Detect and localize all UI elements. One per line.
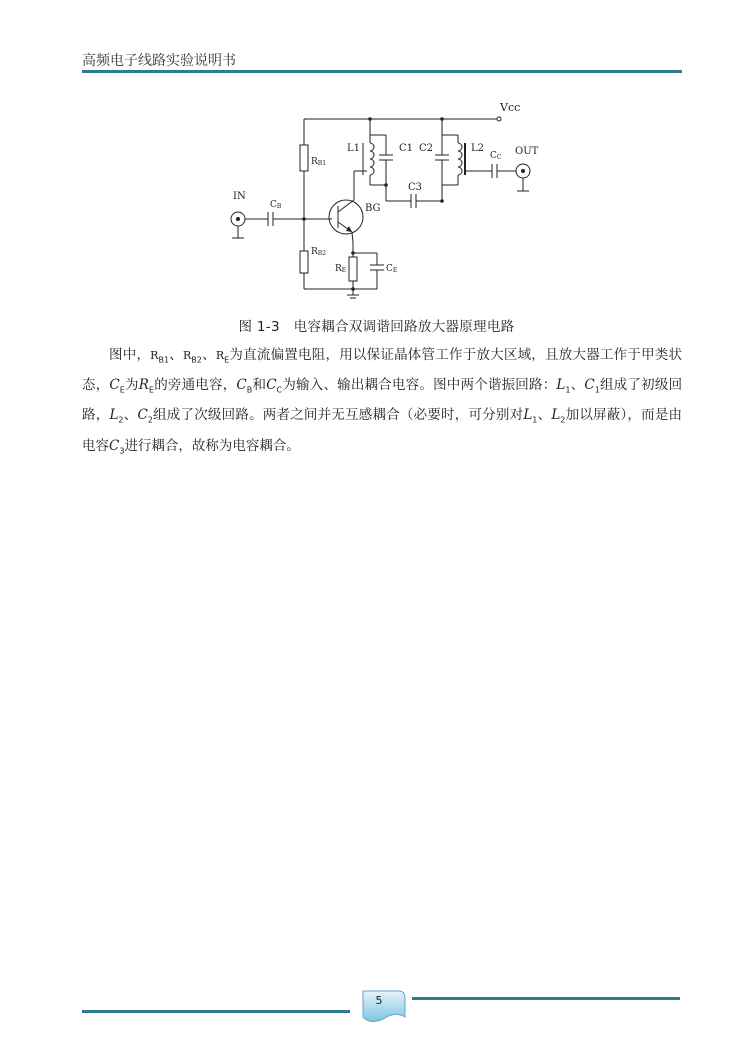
figure-caption: 图 1-3 电容耦合双调谐回路放大器原理电路 bbox=[238, 319, 515, 335]
cb-label: CB bbox=[270, 200, 282, 210]
cc-label: CC bbox=[490, 151, 502, 161]
l2-label: L2 bbox=[471, 143, 485, 154]
l1-label: L1 bbox=[347, 143, 361, 154]
header-title: 高频电子线路实验说明书 bbox=[82, 53, 236, 69]
header-divider bbox=[82, 70, 682, 73]
body-paragraph: 图中，$R_{B1}$、$R_{B2}$、$R_E$为直流偏置电阻，用以保证晶体管工作于放大区域，且放大器工作于甲类状态，$C_E$为$R_E$的旁通电容，$C_B$和$C_C$为输入、输出耦合电容。图中两个谐振回路：$L_1$、$C_1$组成了初级回路，$L_2$、$C_2$组成了次级回路。两者之间并无互感耦合（必要时，可分别对$L_1$、$L_2$加以屏蔽），而是由电容$C_3$进行耦合，故称为电容耦合。 bbox=[82, 347, 683, 456]
c3-label: C3 bbox=[408, 182, 423, 193]
vcc-label: Vcc bbox=[500, 101, 521, 114]
page-number: 5 bbox=[375, 994, 383, 1007]
circuit-diagram bbox=[222, 95, 542, 305]
re-label: RE bbox=[335, 264, 347, 274]
ce-label: CE bbox=[386, 264, 398, 274]
bg-label: BG bbox=[365, 203, 381, 214]
footer-divider-right bbox=[412, 997, 680, 1000]
in-label: IN bbox=[233, 191, 246, 202]
rb1-label: RB1 bbox=[311, 157, 327, 167]
footer-divider-left bbox=[82, 1010, 350, 1013]
c1-label: C1 bbox=[399, 143, 414, 154]
rb2-label: RB2 bbox=[311, 247, 327, 257]
out-label: OUT bbox=[515, 146, 539, 157]
c2-label: C2 bbox=[419, 143, 434, 154]
